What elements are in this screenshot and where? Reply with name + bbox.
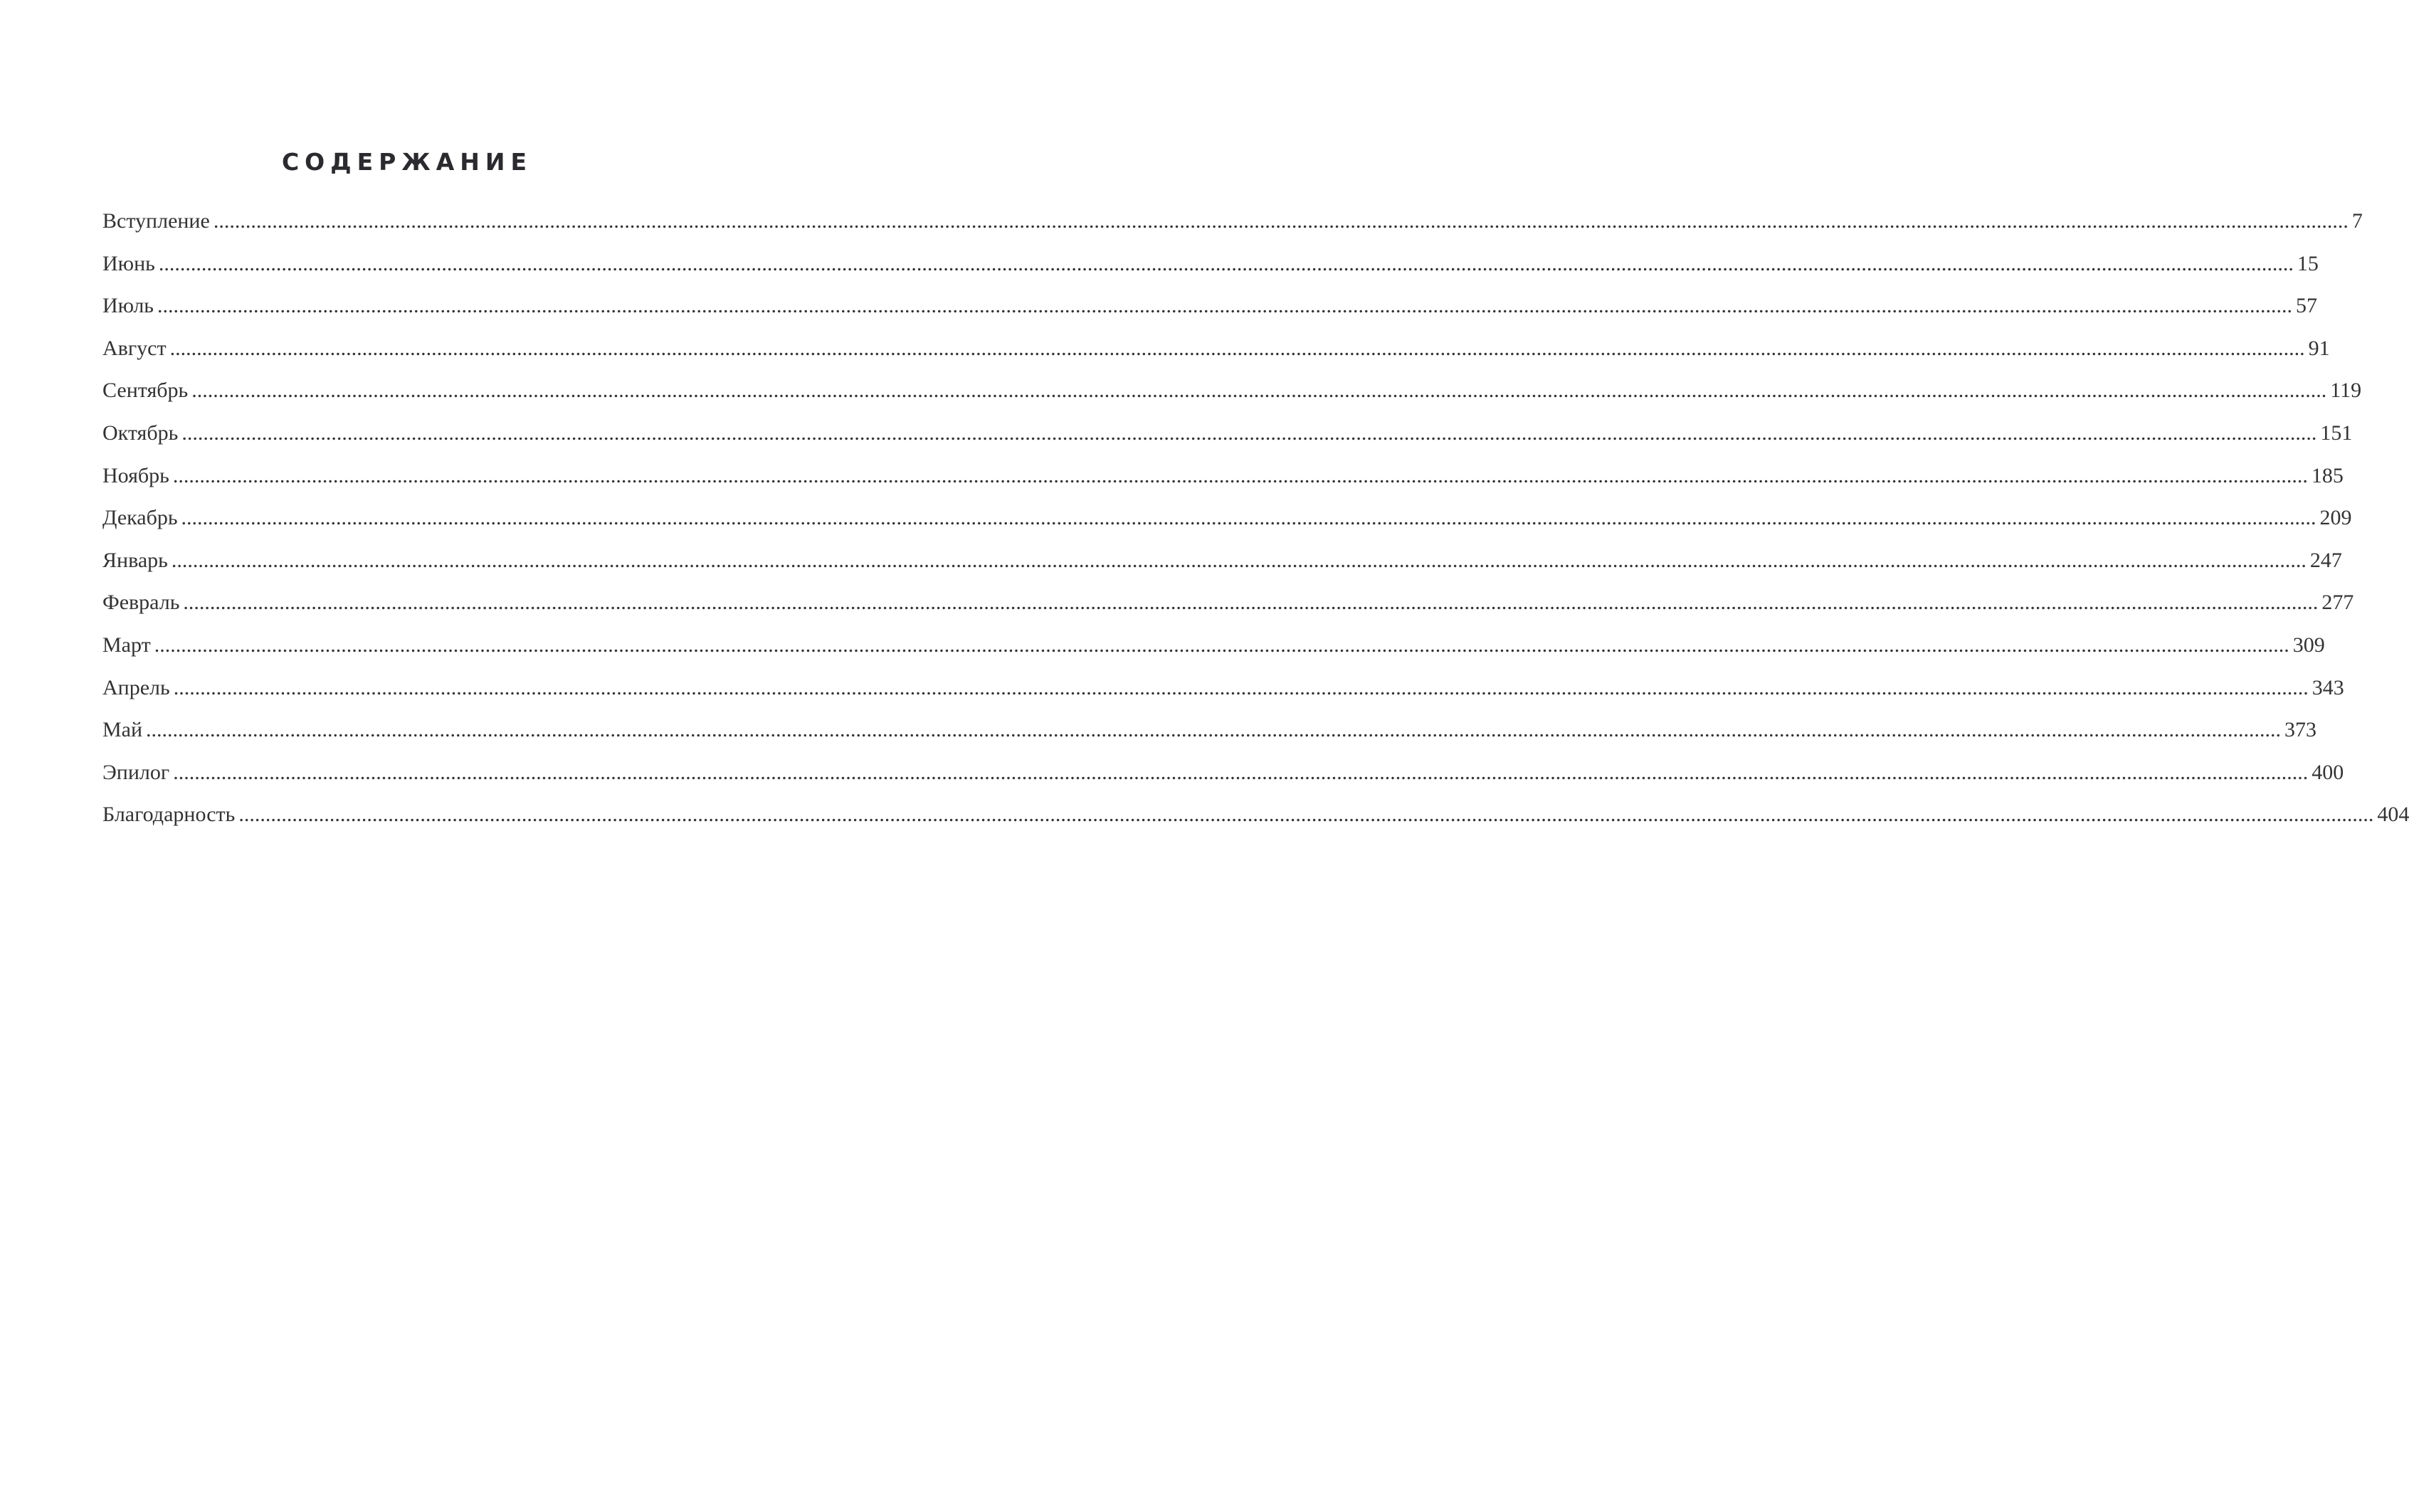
toc-entry [102, 591, 2354, 633]
toc-entry-page: 57 [2295, 294, 2317, 318]
toc-entry-label: Вступление [102, 209, 210, 233]
toc-entry [102, 675, 2344, 719]
toc-dot-leader: ................................................................................................................................................................................................................................................................................................................................................................................................................ [154, 633, 2289, 657]
toc-entry-label: Январь [102, 548, 168, 572]
toc-entry [102, 548, 2342, 591]
toc-entry [102, 633, 2325, 676]
toc-title: СОДЕРЖАНИЕ [281, 148, 533, 176]
toc-entry-page: 373 [2284, 718, 2317, 742]
toc-entry [102, 209, 2363, 252]
toc-entry-label: Октябрь [102, 421, 179, 445]
toc-entry-label: Благодарность [102, 803, 236, 827]
toc-entry-page: 209 [2319, 506, 2352, 530]
toc-entry-page: 277 [2321, 591, 2354, 615]
toc-entry [102, 379, 2362, 421]
toc-dot-leader: ................................................................................................................................................................................................................................................................................................................................................................................................................ [191, 379, 2327, 403]
toc-entry [102, 718, 2317, 761]
toc-entry-label: Декабрь [102, 506, 178, 530]
toc-dot-leader: ................................................................................................................................................................................................................................................................................................................................................................................................................ [169, 336, 2305, 360]
toc-entry [102, 760, 2344, 803]
toc-entry-label: Март [102, 633, 151, 657]
toc-entry-label: Эпилог [102, 760, 170, 784]
toc-entry-label: Июль [102, 294, 154, 318]
toc-dot-leader: ................................................................................................................................................................................................................................................................................................................................................................................................................ [158, 251, 2294, 275]
toc-entry-label: Апрель [102, 675, 170, 699]
toc-entry-page: 15 [2297, 251, 2319, 275]
toc-entry [102, 294, 2317, 337]
toc-entry-page: 91 [2308, 336, 2330, 360]
toc-entry-label: Февраль [102, 591, 180, 615]
toc-entry-page: 309 [2292, 633, 2325, 657]
toc-entry-label: Ноябрь [102, 463, 169, 487]
toc-entry-page: 119 [2330, 379, 2362, 403]
toc-entry [102, 251, 2319, 295]
toc-dot-leader: ................................................................................................................................................................................................................................................................................................................................................................................................................ [213, 209, 2349, 233]
toc-entry-page: 7 [2351, 209, 2363, 233]
toc-dot-leader: ................................................................................................................................................................................................................................................................................................................................................................................................................ [157, 294, 2292, 318]
toc-entry-page: 343 [2312, 675, 2344, 699]
toc-entry [102, 506, 2352, 549]
toc-entry [102, 803, 2409, 845]
toc-entry-label: Июнь [102, 251, 155, 275]
toc-entry-label: Май [102, 718, 143, 742]
toc-dot-leader: ................................................................................................................................................................................................................................................................................................................................................................................................................ [183, 591, 2319, 615]
toc-dot-leader: ................................................................................................................................................................................................................................................................................................................................................................................................................ [172, 463, 2308, 487]
toc-dot-leader: ................................................................................................................................................................................................................................................................................................................................................................................................................ [181, 506, 2316, 530]
toc-entry-label: Сентябрь [102, 379, 189, 403]
toc-entry-page: 404 [2377, 803, 2409, 827]
toc-entry-page: 247 [2309, 548, 2342, 572]
toc-dot-leader: ................................................................................................................................................................................................................................................................................................................................................................................................................ [173, 760, 2309, 784]
toc-entry [102, 463, 2344, 507]
toc-entry-page: 185 [2311, 463, 2344, 487]
toc-entry-label: Август [102, 336, 167, 360]
toc-dot-leader: ................................................................................................................................................................................................................................................................................................................................................................................................................ [238, 803, 2374, 827]
toc-dot-leader: ................................................................................................................................................................................................................................................................................................................................................................................................................ [173, 675, 2309, 699]
toc-entry [102, 336, 2330, 379]
toc-list [102, 209, 2409, 845]
toc-dot-leader: ................................................................................................................................................................................................................................................................................................................................................................................................................ [181, 421, 2317, 445]
toc-dot-leader: ................................................................................................................................................................................................................................................................................................................................................................................................................ [146, 718, 2282, 742]
toc-entry [102, 421, 2353, 464]
toc-entry-page: 151 [2320, 421, 2353, 445]
toc-dot-leader: ................................................................................................................................................................................................................................................................................................................................................................................................................ [171, 548, 2307, 572]
toc-entry-page: 400 [2312, 760, 2344, 784]
